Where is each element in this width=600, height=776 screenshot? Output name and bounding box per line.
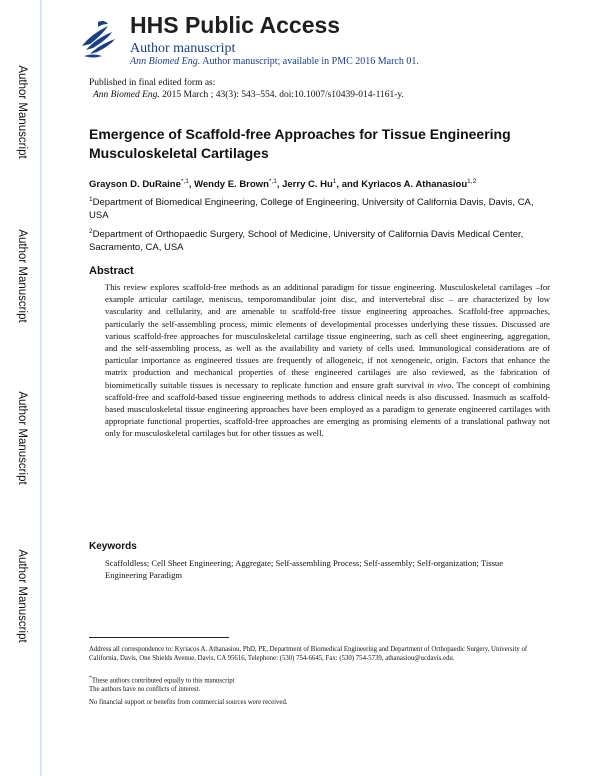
abstract-heading: Abstract [89, 265, 134, 277]
sidebar-divider [40, 0, 42, 776]
sidebar-label: Author Manuscript [16, 229, 28, 323]
author-separator: , and [336, 179, 362, 191]
correspondence-footnote: Address all correspondence to: Kyriacos A. Athanasiou, PhD, PE, Department of Biomedical Engineering and Department of Orthopaedic Surgery, University of California, Davis, One Shields Avenue, Davis, CA 95616, Telephone: (530) 754-6645, Fax: (530) 754-5739, athanasiou@ucdavis.edu. [89, 646, 528, 662]
abstract-body [105, 281, 550, 440]
citation-journal: Ann Biomed Eng. [93, 90, 160, 100]
hhs-public-access-title: HHS Public Access [130, 12, 341, 38]
affiliation-sup: 2 [89, 228, 93, 235]
journal-abbrev: Ann Biomed Eng. [130, 56, 201, 67]
conflicts-footnote: The authors have no conflicts of interest. [89, 686, 201, 693]
sidebar-label: Author Manuscript [16, 549, 28, 643]
author-manuscript-sidebar [0, 0, 46, 776]
author-sup: *,1 [268, 178, 277, 185]
hhs-eagle-logo-icon [78, 16, 118, 60]
availability-line [130, 56, 419, 67]
author-sup: 1 [332, 178, 337, 185]
availability-text: Author manuscript; available in PMC 2016 March 01. [202, 56, 419, 67]
author-name: Grayson D. DuRaine [89, 179, 181, 191]
article-title: Emergence of Scaffold-free Approaches for Tissue Engineering Musculoskeletal Cartilages [89, 126, 511, 161]
author-name: Jerry C. Hu [282, 179, 333, 191]
footnote-mark: * [89, 675, 92, 681]
affiliation-2 [89, 225, 549, 254]
sidebar-label: Author Manuscript [16, 65, 28, 159]
abstract-text: This review explores scaffold-free methods as an additional paradigm for tissue engineering. Musculoskeletal cartilages –for example articular cartilage, meniscus, temporomandibular joint disc, and intervertebral disc – are characterized by low vascularity and cellularity, and are amenable to scaffold-free tissue engineering approaches. Scaffold-free approaches, particularly the self-assembling process, mimic elements of developmental processes underlying these tissues. Discussed are various scaffold-free approaches for musculoskeletal cartilage tissue engineering, such as cell sheet engineering, aggregation, and the self-assembling process, as well as the availability and variety of cells used. Immunological considerations are of particular importance as engineered tissues are frequently of allogeneic, if not xenogeneic, origin. Factors that enhance the matrix production and mechanical properties of these engineered cartilages are also reviewed, as the fabrication of biomimetically suitable tissues is necessary to replicate function and ensure graft survival [105, 282, 550, 390]
affiliation-text: Department of Orthopaedic Surgery, School of Medicine, University of California Davis Medical Center, Sacramento, CA, USA [89, 229, 524, 254]
author-sup: 1,2 [467, 178, 477, 185]
funding-footnote: No financial support or benefits from commercial sources were received. [89, 699, 288, 706]
author-name: Wendy E. Brown [194, 179, 269, 191]
affiliation-sup: 1 [89, 196, 93, 203]
citation-details: 2015 March ; 43(3): 543–554. doi:10.1007/s10439-014-1161-y. [162, 90, 404, 100]
equal-contribution-footnote [89, 674, 544, 685]
author-separator: , [188, 179, 195, 191]
abstract-italic: in vivo [427, 379, 452, 390]
author-sup: *,1 [180, 178, 189, 185]
citation-line [93, 90, 404, 100]
footnote-text: These authors contributed equally to this manuscript [91, 677, 235, 685]
abstract-text: . The concept of combining scaffold-free and scaffold-based tissue engineering methods to address clinical needs is also discussed. Inasmuch as scaffold-based musculoskeletal tissue engineering approaches have been employed as a paradigm to generate engineered cartilages with appropriate functional properties, scaffold-free approaches are emerging as promising elements of a translational pathway not only for musculoskeletal cartilages but for other tissues as well. [105, 379, 550, 439]
author-name: Kyriacos A. Athanasiou [361, 179, 468, 191]
published-line: Published in final edited form as: [89, 78, 216, 88]
sidebar-label: Author Manuscript [16, 391, 28, 485]
keywords-heading: Keywords [89, 541, 137, 552]
affiliation-1 [89, 193, 549, 222]
keywords-list: Scaffoldless; Cell Sheet Engineering; Aggregate; Self-assembling Process; Self-assembly; Self-organization; Tissue Engineering Paradigm [105, 558, 504, 581]
affiliation-text: Department of Biomedical Engineering, College of Engineering, University of California Davis, Davis, CA, USA [89, 197, 534, 222]
author-separator: , [276, 179, 283, 191]
footnote-divider [89, 637, 229, 638]
author-list [89, 178, 476, 190]
author-manuscript-subtitle: Author manuscript [130, 41, 236, 56]
